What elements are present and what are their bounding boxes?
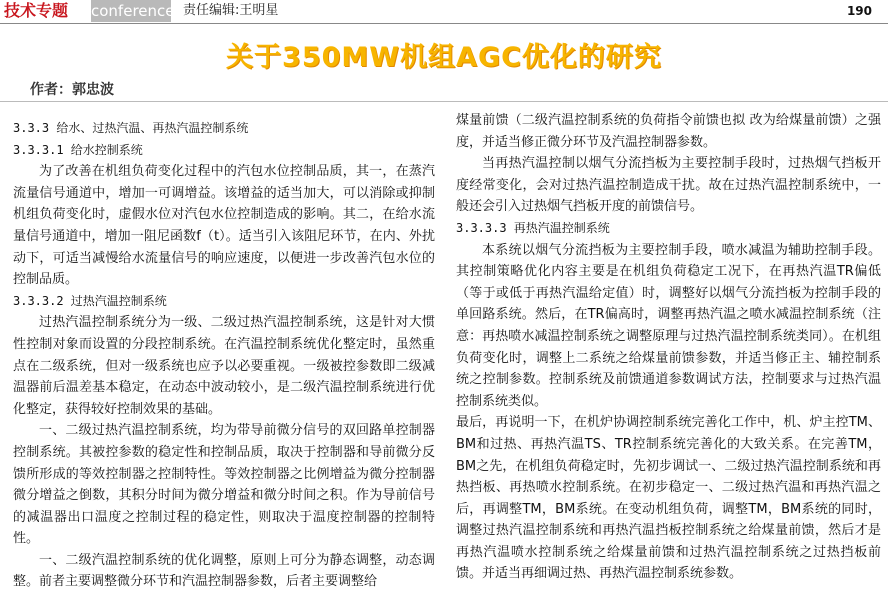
page-number: 190 (846, 4, 872, 18)
author-divider (0, 101, 888, 102)
paragraph: 本系统以烟气分流挡板为主要控制手段，喷水减温为辅助控制手段。其控制策略优化内容主要是在机组负荷稳定工况下，在再热汽温TR偏低（等于或低于再热汽温给定值）时，调整好以烟气分流挡板为控制手段的单回路系统。然后，在TR偏高时，调整再热汽温之喷水减温控制系统（注意：再热喷水减温控制系统之调整原理与过热汽温控制系统类同）。在机组负荷变化时，调整上二系统之给煤量前馈参数，并适当修正主、辅控制系统之控制参数。控制系统及前馈通道参数调试方法，控制要求与过热汽温控制系统类似。 (456, 242, 881, 409)
article-title: 关于350MW机组AGC优化的研究 (226, 42, 662, 73)
left-column (13, 118, 435, 593)
paragraph: 为了改善在机组负荷变化过程中的汽包水位控制品质，其一，在蒸汽流量信号通道中，增加一可调增益。该增益的适当加大，可以消除或抑制机组负荷变化时，虚假水位对汽包水位控制造成的影响。其二，在给水流量信号通道中，增加一阻尼函数f（t）。适当引入该阻尼环节，在内、外扰动下，可适当减慢给水流量信号的响应速度，以便进一步改善汽包水位的控制品质。 (13, 164, 435, 288)
section-tag: 技术专题 (2, 0, 91, 22)
conference-label: conference (91, 2, 175, 20)
section-heading: 3.3.3.3 再热汽温控制系统 (456, 220, 610, 235)
right-column (456, 110, 881, 585)
paragraph: 当再热汽温控制以烟气分流挡板为主要控制手段时，过热烟气挡板开度经常变化，会对过热汽温控制造成干扰。故在过热汽温控制系统中，一般还会引入过热烟气挡板开度的前馈信号。 (456, 156, 881, 215)
header-divider (0, 23, 888, 24)
editor-credit: 责任编辑:王明星 (183, 3, 279, 18)
paragraph: 一、二级汽温控制系统的优化调整，原则上可分为静态调整，动态调整。前者主要调整微分环节和汽温控制器参数，后者主要调整给 (13, 552, 435, 590)
section-heading: 3.3.3 给水、过热汽温、再热汽温控制系统 (13, 121, 249, 135)
paragraph: 过热汽温控制系统分为一级、二级过热汽温控制系统，这是针对大惯性控制对象而设置的分段控制系统。在汽温控制系统优化整定时，虽然重点在二级系统，但对一级系统也应予以必要重视。一级被控参数即二级减温器前后温差基本稳定，在动态中波动较小，是二级汽温控制系统进行优化整定，获得较好控制效果的基础。 (13, 315, 435, 417)
page-header (0, 0, 888, 24)
paragraph: 最后，再说明一下，在机炉协调控制系统完善化工作中，机、炉主控TM、BM和过热、再热汽温TS、TR控制系统完善化的大致关系。在完善TM，BM之先，在机组负荷稳定时，先初步调试一、二级过热汽温控制系统和再热挡板、再热喷水控制系统。在初步稳定一、二级过热汽温和再热汽温之后，再调整TM，BM系统。在变动机组负荷，调整TM，BM系统的同时，调整过热汽温控制系统和再热汽温挡板控制系统之给煤量前馈，然后才是再热汽温喷水控制系统之给煤量前馈和过热汽温控制系统之过热挡板前馈。并适当再细调过热、再热汽温控制系统参数。 (456, 415, 881, 582)
paragraph: 煤量前馈（二级汽温控制系统的负荷指令前馈也拟 改为给煤量前馈）之强度，并适当修正微分环节及汽温控制器参数。 (456, 113, 881, 150)
paragraph: 一、二级过热汽温控制系统，均为带导前微分信号的双回路单控制器控制系统。其被控参数的稳定性和控制品质，取决于控制器和导前微分反馈所形成的等效控制器之控制特性。等效控制器之比例增益为微分控制器微分增益之倒数，其积分时间为微分增益和微分时间之积。作为导前信号的减温器出口温度之控制过程的稳定性，则取决于温度控制器的控制特性。 (13, 423, 435, 547)
section-heading: 3.3.3.2 过热汽温控制系统 (13, 293, 167, 308)
author-line: 作者：郭忠波 (30, 82, 114, 98)
section-heading: 3.3.3.1 给水控制系统 (13, 142, 143, 157)
